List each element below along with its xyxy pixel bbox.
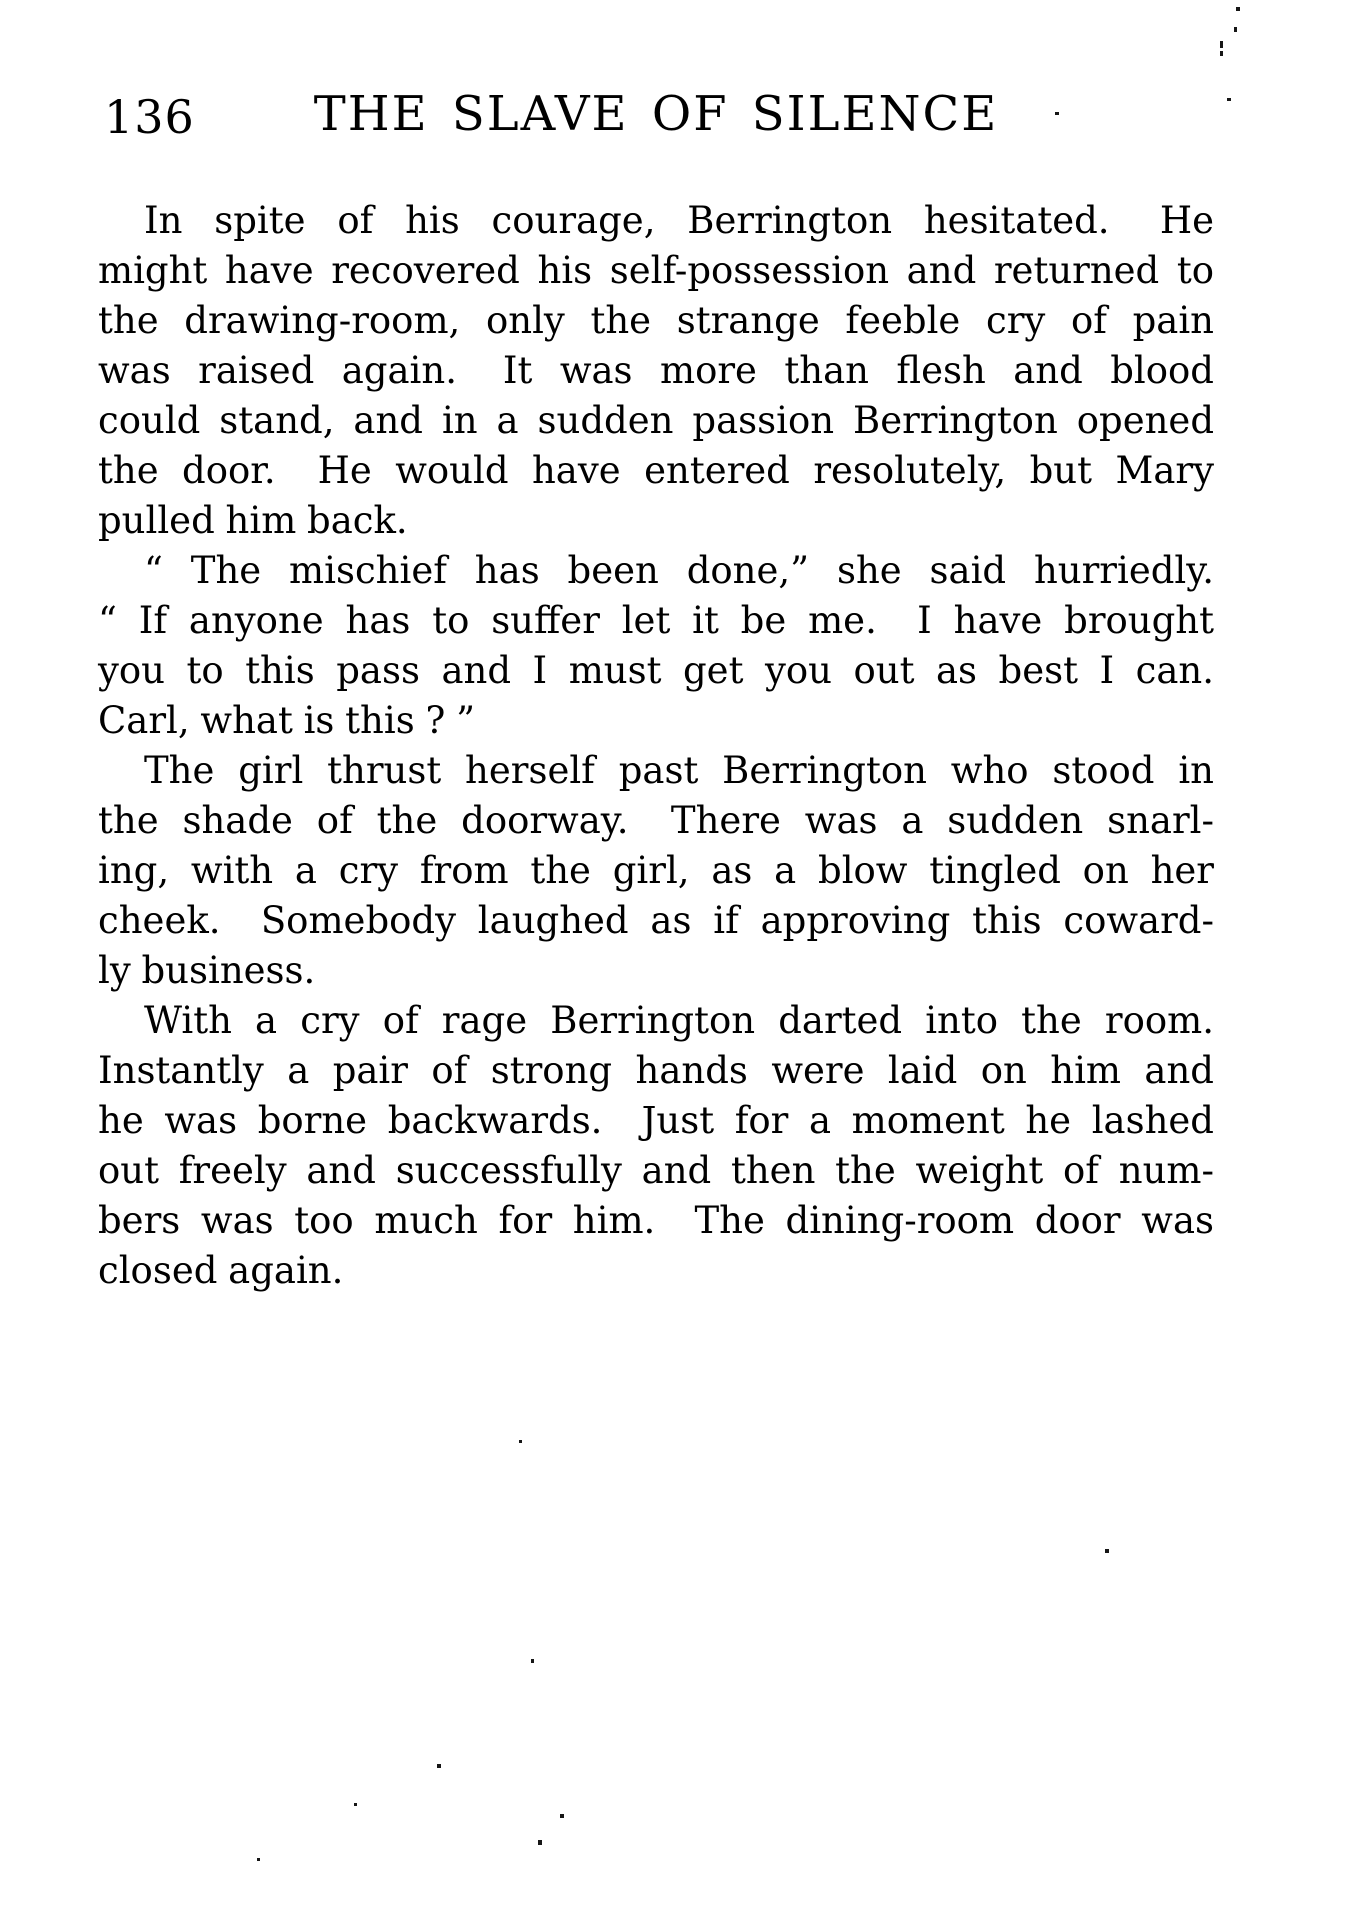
text-line: The girl thrust herself past Berrington who stood in bbox=[144, 749, 1214, 792]
text-line: might have recovered his self-possession and returned to bbox=[98, 249, 1214, 292]
scan-speck bbox=[1220, 41, 1223, 48]
scan-speck bbox=[354, 1803, 357, 1806]
text-line: ly business. bbox=[98, 949, 316, 992]
scan-speck bbox=[538, 1840, 542, 1845]
paragraph bbox=[98, 746, 1214, 996]
text-line: out freely and successfully and then the weight of num- bbox=[98, 1149, 1214, 1192]
text-line: the shade of the doorway. There was a sudden snarl- bbox=[98, 799, 1214, 842]
scan-speck bbox=[519, 1440, 522, 1443]
scan-speck bbox=[1227, 98, 1231, 101]
scan-speck bbox=[1220, 51, 1223, 56]
text-line: closed again. bbox=[98, 1249, 344, 1292]
scan-speck bbox=[437, 1764, 441, 1768]
text-line: In spite of his courage, Berrington hesitated. He bbox=[144, 199, 1214, 242]
page-title: THE SLAVE OF SILENCE bbox=[313, 86, 999, 142]
text-line: he was borne backwards. Just for a moment he lashed bbox=[98, 1099, 1214, 1142]
text-line: pulled him back. bbox=[98, 499, 408, 542]
text-line: “ If anyone has to suffer let it be me. I have brought bbox=[98, 599, 1214, 642]
scan-speck bbox=[1236, 7, 1240, 11]
text-line: the door. He would have entered resolutely, but Mary bbox=[98, 449, 1214, 492]
scan-speck bbox=[257, 1858, 260, 1861]
text-line: you to this pass and I must get you out as best I can. bbox=[98, 649, 1214, 692]
scan-speck bbox=[1234, 27, 1237, 32]
running-head bbox=[98, 86, 1214, 150]
text-line: With a cry of rage Berrington darted into the room. bbox=[144, 999, 1214, 1042]
text-line: “ The mischief has been done,” she said hurriedly. bbox=[144, 549, 1214, 592]
scan-speck bbox=[1105, 1549, 1109, 1553]
scan-speck bbox=[1055, 112, 1059, 115]
page-number: 136 bbox=[104, 90, 195, 144]
scan-speck bbox=[560, 1814, 564, 1818]
text-line: Carl, what is this ? ” bbox=[98, 699, 475, 742]
text-line: Instantly a pair of strong hands were laid on him and bbox=[98, 1049, 1214, 1092]
paragraph bbox=[98, 196, 1214, 546]
paragraph bbox=[98, 996, 1214, 1296]
text-line: bers was too much for him. The dining-room door was bbox=[98, 1199, 1214, 1242]
scan-speck bbox=[531, 1659, 534, 1663]
text-block bbox=[98, 196, 1214, 1296]
text-line: was raised again. It was more than flesh and blood bbox=[98, 349, 1214, 392]
paragraph bbox=[98, 546, 1214, 746]
text-line: ing, with a cry from the girl, as a blow tingled on her bbox=[98, 849, 1214, 892]
text-line: the drawing-room, only the strange feeble cry of pain bbox=[98, 299, 1214, 342]
text-line: could stand, and in a sudden passion Berrington opened bbox=[98, 399, 1214, 442]
text-line: cheek. Somebody laughed as if approving this coward- bbox=[98, 899, 1214, 942]
